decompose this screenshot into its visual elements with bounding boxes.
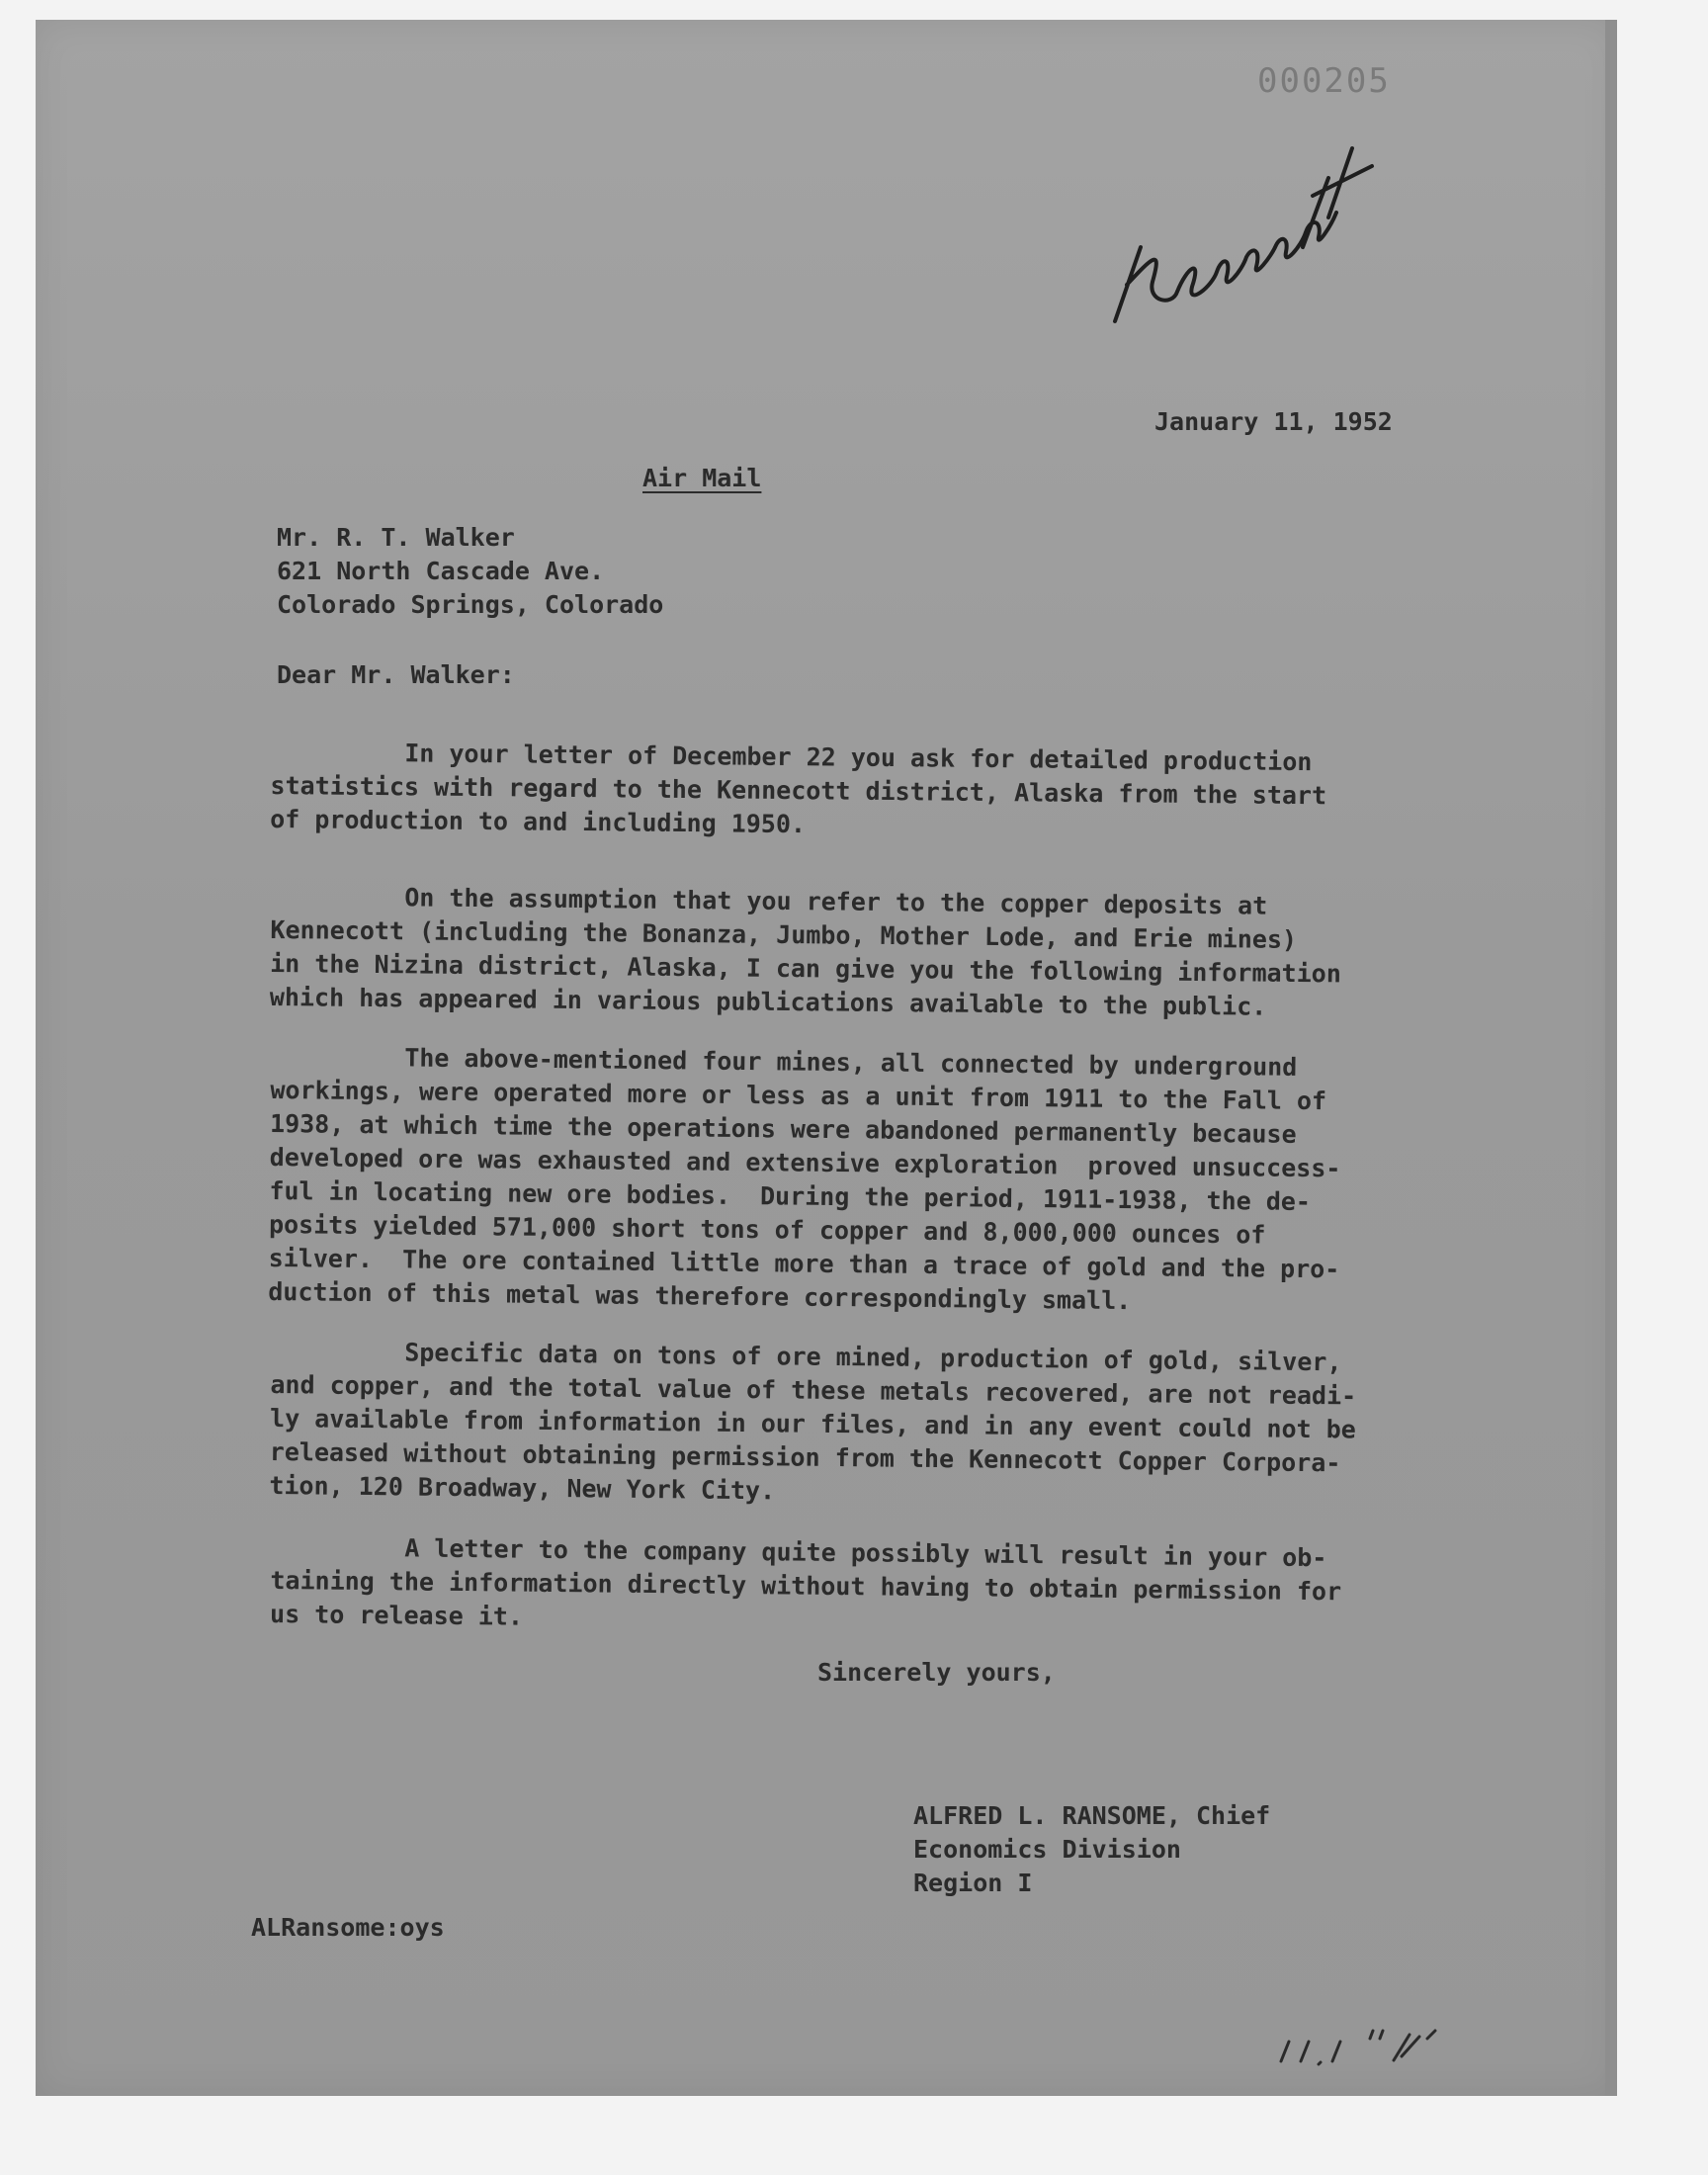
address-line-name: Mr. R. T. Walker — [277, 523, 515, 552]
recipient-address — [277, 521, 663, 622]
delivery-method: Air Mail — [642, 464, 762, 492]
body-paragraph-1: In your letter of December 22 you ask for detailed production statistics with regard to the Kennecott district, Alaska from the start of production to and including 1950. — [270, 737, 1327, 839]
closing: Sincerely yours, — [817, 1658, 1056, 1687]
salutation: Dear Mr. Walker: — [277, 660, 515, 689]
page-edge — [1605, 20, 1617, 2096]
handwritten-kennecott-note — [1093, 109, 1390, 405]
signature-block — [913, 1799, 1270, 1900]
signer-name-title: ALFRED L. RANSOME, Chief — [913, 1801, 1271, 1830]
signer-division: Economics Division — [913, 1835, 1181, 1864]
typist-initials: ALRansome:oys — [251, 1913, 445, 1942]
body-paragraph-5: A letter to the company quite possibly will result in your ob- taining the information directly without having to obtain permission for us to release it. — [269, 1531, 1342, 1631]
body-paragraph-4: Specific data on tons of ore mined, production of gold, silver, and copper, and the total value of these metals recovered, are not readi- ly available from information in our files, and in any event could not be released without obtaining permission from the Kennecott Copper Corpora- tion, 120 Broadway, New York City. — [269, 1336, 1357, 1506]
letter-date: January 11, 1952 — [1154, 407, 1393, 436]
letter-page — [36, 20, 1617, 2096]
body-paragraph-2: On the assumption that you refer to the copper deposits at Kennecott (including the Bonanza, Jumbo, Mother Lode, and Erie mines) in the Nizina district, Alaska, I can give you the following information which has appeared in various publications available to the public. — [269, 881, 1341, 1021]
handwritten-file-mark — [1271, 2017, 1449, 2076]
archive-stamp-number: 000205 — [1257, 61, 1391, 101]
body-paragraph-3: The above-mentioned four mines, all connected by underground workings, were operated more or less as a unit from 1911 to the Fall of 1938, at which time the operations were abandoned permanently because developed ore was exhausted and extensive exploration proved unsuccess- ful in locating new ore bodies. During the period, 1911-1938, the de- posits yielded 571,000 short tons of copper and 8,000,000 ounces of silver. The ore contained little more than a trace of gold and the pro- duction of this metal was therefore correspondingly small. — [268, 1041, 1341, 1316]
address-line-city: Colorado Springs, Colorado — [277, 590, 664, 619]
address-line-street: 621 North Cascade Ave. — [277, 557, 605, 585]
signer-region: Region I — [913, 1869, 1033, 1897]
